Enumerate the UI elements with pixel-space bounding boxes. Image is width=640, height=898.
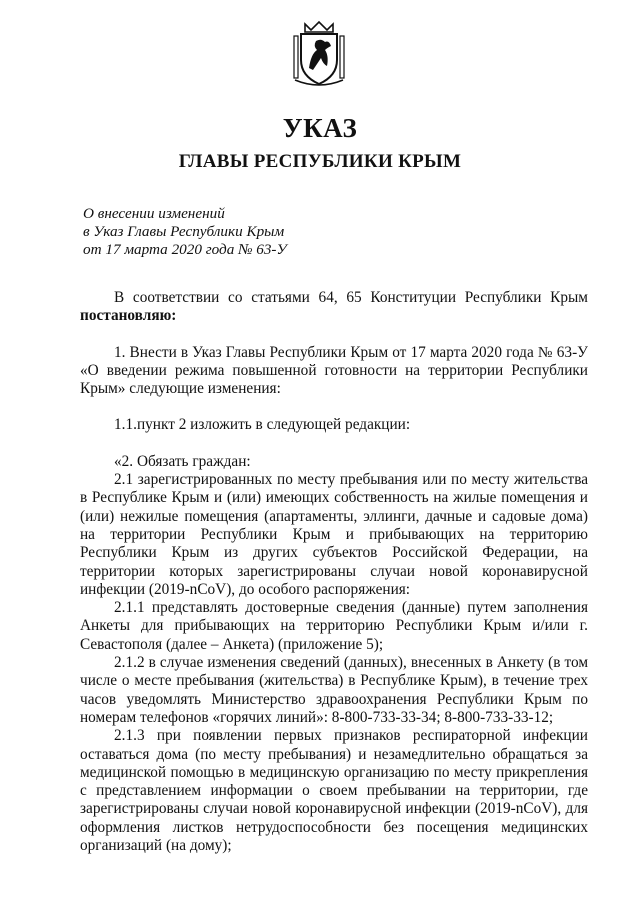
page-subtitle: ГЛАВЫ РЕСПУБЛИКИ КРЫМ: [178, 151, 462, 172]
preamble: [80, 289, 588, 326]
decree-subject: [83, 205, 287, 259]
paragraph-1: 1. Внести в Указ Главы Республики Крым от 17 марта 2020 года № 63-У «О введении режима повышенной готовности на территории Республики Крым» следующие изменения:: [80, 343, 588, 398]
paragraph-1-1: 1.1.пункт 2 изложить в следующей редакции:: [114, 416, 411, 434]
decree-body: [80, 289, 588, 855]
paragraph-2-1-1: 2.1.1 представлять достоверные сведения (данные) путем заполнения Анкеты для прибывающих на территорию Республики Крым и/или г. Севастополя (далее – Анкета) (приложение 5);: [80, 599, 588, 653]
page-title: УКАЗ: [282, 113, 358, 143]
decree-word: постановляю:: [80, 307, 177, 325]
paragraph-2-1: 2.1 зарегистрированных по месту пребывания или по месту жительства в Республике Крым и (или) имеющих собственность на жилые помещения и (или) нежилые помещения (апартаменты, эллинги, дачные и садовые дома) на территории Республики Крым и прибывающих на территорию Республики Крым из других субъектов Российской Федерации, на территории которых зарегистрированы случаи новой коронавирусной инфекции (2019-nCoV), до особого распоряжения:: [80, 471, 588, 598]
paragraph-2: «2. Обязать граждан:: [114, 452, 251, 470]
subject-line: от 17 марта 2020 года № 63-У: [83, 241, 287, 258]
paragraph-2-1-3: 2.1.3 при появлении первых признаков респираторной инфекции оставаться дома (по месту пребывания) и незамедлительно обращаться за медицинской помощью в медицинскую организацию по месту прикрепления с представлением информации о своем пребывании на территории, где зарегистрированы случаи новой коронавирусной инфекции (2019-nCoV), для оформления листков нетрудоспособности без посещения медицинских организаций (на дому);: [80, 727, 588, 855]
paragraph-2-1-2: 2.1.2 в случае изменения сведений (данных), внесенных в Анкету (в том числе о месте пребывания (жительства) в Республике Крым), в течение трех часов уведомлять Министерство здравоохранения Республики Крым по номерам телефонов «горячих линий»: 8-800-733-33-34; 8-800-733-33-12;: [80, 654, 588, 726]
subject-line: в Указ Главы Республики Крым: [83, 223, 285, 240]
subject-line: О внесении изменений: [83, 205, 225, 222]
crimea-coat-of-arms-icon: [291, 20, 347, 88]
preamble-text: В соответствии со статьями 64, 65 Конституции Республики Крым: [114, 289, 588, 306]
